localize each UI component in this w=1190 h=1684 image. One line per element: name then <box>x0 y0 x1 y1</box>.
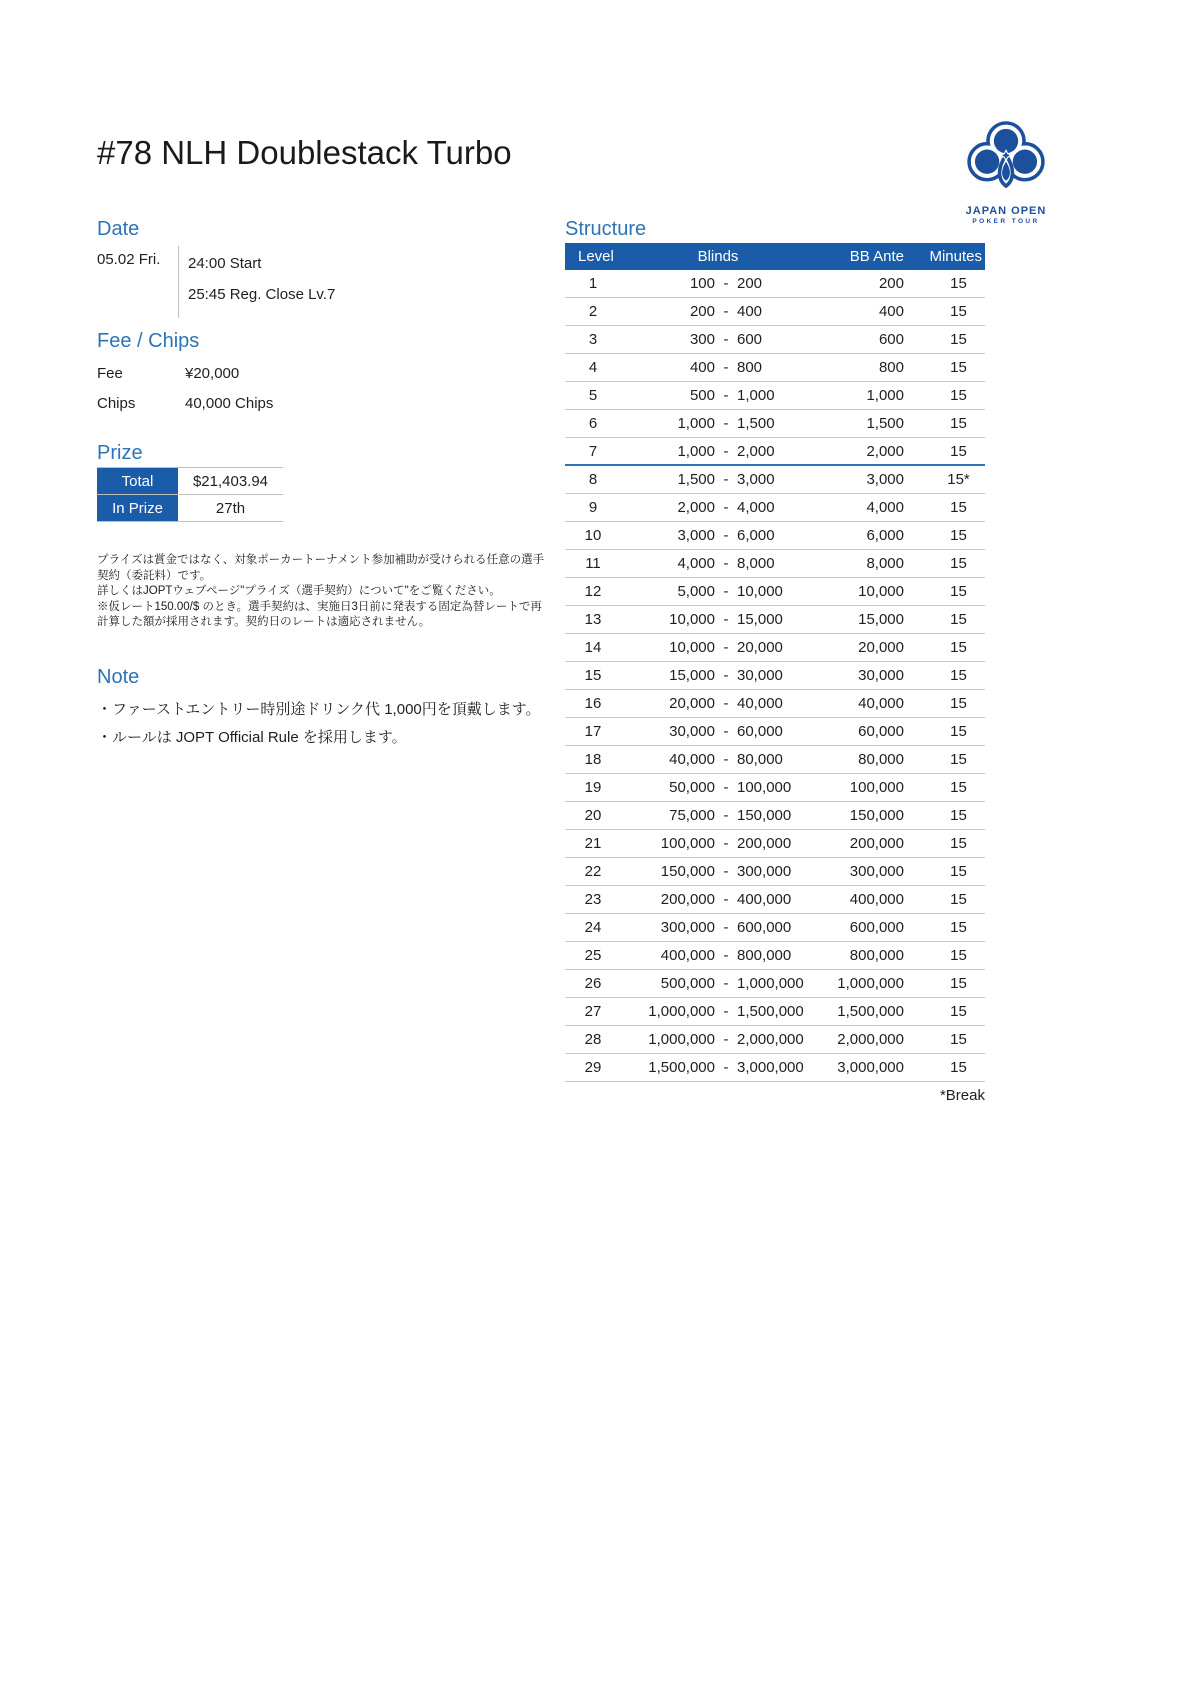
start-time: 24:00 Start <box>188 255 262 272</box>
structure-row <box>565 578 985 606</box>
minutes-cell: 15 <box>950 555 967 572</box>
structure-row <box>565 606 985 634</box>
blinds-separator: - <box>723 359 729 376</box>
minutes-cell: 15 <box>950 863 967 880</box>
chips-label: Chips <box>97 394 136 412</box>
small-blind: 1,000 <box>677 442 715 460</box>
big-blind: 8,000 <box>737 555 775 572</box>
level-cell: 7 <box>588 442 598 460</box>
big-blind: 3,000 <box>737 471 775 488</box>
structure-row <box>565 970 985 998</box>
level-cell: 28 <box>584 1031 602 1048</box>
level-cell: 14 <box>584 639 602 656</box>
small-blind: 300,000 <box>660 919 715 936</box>
small-blind: 100,000 <box>660 835 715 852</box>
prize-total-row <box>97 468 283 495</box>
bb-ante-cell: 1,000 <box>866 387 904 404</box>
blinds-cell <box>621 779 815 796</box>
level-cell: 15 <box>584 667 602 684</box>
minutes-cell: 15 <box>950 275 967 292</box>
level-cell: 16 <box>584 695 602 712</box>
fee-chips-heading: Fee / Chips <box>97 330 200 352</box>
blinds-cell <box>621 1003 815 1020</box>
structure-row <box>565 494 985 522</box>
level-cell: 18 <box>584 751 602 768</box>
structure-row <box>565 410 985 438</box>
big-blind: 15,000 <box>737 611 783 628</box>
minutes-cell: 15 <box>950 835 967 852</box>
structure-row <box>565 634 985 662</box>
level-cell: 29 <box>584 1059 602 1076</box>
big-blind: 10,000 <box>737 583 783 600</box>
blinds-separator: - <box>723 1031 729 1048</box>
structure-row <box>565 382 985 410</box>
blinds-cell <box>621 471 815 488</box>
small-blind: 1,500,000 <box>648 1059 715 1076</box>
blinds-separator: - <box>723 331 729 348</box>
minutes-cell: 15 <box>950 975 967 992</box>
blinds-cell <box>621 527 815 544</box>
structure-row <box>565 662 985 690</box>
logo-text-poker-tour: POKER TOUR <box>972 218 1040 225</box>
col-header-level: Level <box>578 248 614 265</box>
blinds-cell <box>621 919 815 936</box>
structure-row <box>565 774 985 802</box>
structure-rows <box>565 270 985 1082</box>
bb-ante-cell: 4,000 <box>866 499 904 516</box>
bb-ante-cell: 2,000 <box>866 442 904 460</box>
structure-row <box>565 326 985 354</box>
date-value: 05.02 Fri. <box>97 251 161 268</box>
blinds-separator: - <box>723 275 729 292</box>
blinds-separator: - <box>723 387 729 404</box>
structure-row <box>565 1026 985 1054</box>
blinds-separator: - <box>723 639 729 656</box>
big-blind: 1,500 <box>737 415 775 432</box>
blinds-cell <box>621 303 815 320</box>
structure-row <box>565 1054 985 1082</box>
blinds-separator: - <box>723 807 729 824</box>
minutes-cell: 15 <box>950 723 967 740</box>
big-blind: 2,000,000 <box>737 1031 804 1048</box>
small-blind: 2,000 <box>677 499 715 516</box>
bb-ante-cell: 15,000 <box>858 611 904 628</box>
small-blind: 30,000 <box>669 723 715 740</box>
structure-row <box>565 942 985 970</box>
prize-disclaimer-line-2: 詳しくはJOPTウェブページ"プライズ（選手契約）について"をご覧ください。 <box>97 585 501 597</box>
level-cell: 1 <box>588 275 598 292</box>
blinds-cell <box>621 443 815 460</box>
blinds-separator: - <box>723 442 729 460</box>
level-cell: 27 <box>584 1003 602 1020</box>
structure-row <box>565 914 985 942</box>
structure-row <box>565 690 985 718</box>
structure-heading: Structure <box>565 218 647 240</box>
blinds-cell <box>621 499 815 516</box>
minutes-cell: 15 <box>950 527 967 544</box>
blinds-cell <box>621 975 815 992</box>
minutes-cell: 15* <box>947 471 970 488</box>
big-blind: 100,000 <box>737 779 792 796</box>
blinds-separator: - <box>723 751 729 768</box>
club-clover-icon <box>948 114 1064 204</box>
small-blind: 400 <box>689 359 715 376</box>
blinds-separator: - <box>723 863 729 880</box>
structure-table <box>565 243 985 1082</box>
small-blind: 20,000 <box>669 695 715 712</box>
level-cell: 25 <box>584 947 602 964</box>
minutes-cell: 15 <box>950 611 967 628</box>
note-item-rule: ・ルールは JOPT Official Rule を採用します。 <box>97 729 407 746</box>
structure-row <box>565 886 985 914</box>
minutes-cell: 15 <box>950 695 967 712</box>
small-blind: 1,500 <box>677 471 715 488</box>
blinds-cell <box>621 695 815 712</box>
bb-ante-cell: 3,000,000 <box>837 1059 904 1076</box>
big-blind: 2,000 <box>737 442 775 460</box>
level-cell: 26 <box>584 975 602 992</box>
blinds-separator: - <box>723 527 729 544</box>
small-blind: 100 <box>689 275 715 292</box>
blinds-separator: - <box>723 695 729 712</box>
prize-disclaimer-line-1: プライズは賞金ではなく、対象ポーカートーナメント参加補助が受けられる任意の選手契約（委託料）です。 <box>97 554 545 582</box>
level-cell: 23 <box>584 891 602 908</box>
level-cell: 11 <box>585 555 601 572</box>
blinds-separator: - <box>723 499 729 516</box>
small-blind: 15,000 <box>669 667 715 684</box>
big-blind: 1,000,000 <box>737 975 804 992</box>
blinds-separator: - <box>723 723 729 740</box>
level-cell: 10 <box>584 527 602 544</box>
prize-table <box>97 467 283 522</box>
big-blind: 150,000 <box>737 807 792 824</box>
fee-label: Fee <box>97 364 123 382</box>
minutes-cell: 15 <box>950 807 967 824</box>
level-cell: 20 <box>584 807 602 824</box>
blinds-cell <box>621 1059 815 1076</box>
minutes-cell: 15 <box>950 331 967 348</box>
small-blind: 40,000 <box>669 751 715 768</box>
date-heading: Date <box>97 218 140 240</box>
minutes-cell: 15 <box>950 1003 967 1020</box>
break-footnote: *Break <box>939 1087 985 1104</box>
small-blind: 1,000 <box>677 415 715 432</box>
blinds-separator: - <box>723 975 729 992</box>
note-list <box>97 696 567 752</box>
small-blind: 5,000 <box>677 583 715 600</box>
blinds-separator: - <box>723 415 729 432</box>
blinds-separator: - <box>723 667 729 684</box>
bb-ante-cell: 200,000 <box>849 835 904 852</box>
blinds-separator: - <box>723 555 729 572</box>
blinds-cell <box>621 639 815 656</box>
small-blind: 1,000,000 <box>648 1031 715 1048</box>
level-cell: 4 <box>588 359 598 376</box>
bb-ante-cell: 800,000 <box>849 947 904 964</box>
prize-disclaimer <box>97 553 553 631</box>
blinds-cell <box>621 723 815 740</box>
small-blind: 400,000 <box>660 947 715 964</box>
fee-row <box>97 358 273 388</box>
blinds-cell <box>621 835 815 852</box>
blinds-separator: - <box>723 583 729 600</box>
blinds-cell <box>621 583 815 600</box>
structure-row <box>565 438 985 466</box>
blinds-separator: - <box>723 611 729 628</box>
big-blind: 300,000 <box>737 863 792 880</box>
bb-ante-cell: 6,000 <box>866 527 904 544</box>
jopt-logo <box>948 114 1064 225</box>
blinds-cell <box>621 387 815 404</box>
blinds-cell <box>621 947 815 964</box>
minutes-cell: 15 <box>950 779 967 796</box>
page-title: #78 NLH Doublestack Turbo <box>97 134 512 171</box>
big-blind: 400,000 <box>737 891 792 908</box>
big-blind: 1,000 <box>737 387 775 404</box>
bb-ante-cell: 1,000,000 <box>837 975 904 992</box>
structure-row <box>565 354 985 382</box>
level-cell: 17 <box>584 723 602 740</box>
structure-row <box>565 718 985 746</box>
bb-ante-cell: 400 <box>878 303 904 320</box>
blinds-cell <box>621 555 815 572</box>
bb-ante-cell: 3,000 <box>866 471 904 488</box>
blinds-cell <box>621 667 815 684</box>
blinds-separator: - <box>723 471 729 488</box>
blinds-separator: - <box>723 1059 729 1076</box>
bb-ante-cell: 1,500 <box>866 415 904 432</box>
minutes-cell: 15 <box>950 639 967 656</box>
level-cell: 12 <box>584 583 602 600</box>
chips-value: 40,000 Chips <box>185 394 274 412</box>
big-blind: 400 <box>737 303 763 320</box>
big-blind: 80,000 <box>737 751 783 768</box>
blinds-cell <box>621 275 815 292</box>
level-cell: 21 <box>584 835 602 852</box>
blinds-cell <box>621 891 815 908</box>
level-cell: 24 <box>584 919 602 936</box>
structure-row <box>565 270 985 298</box>
fee-value: ¥20,000 <box>185 364 240 382</box>
small-blind: 3,000 <box>677 527 715 544</box>
small-blind: 200 <box>689 303 715 320</box>
big-blind: 800 <box>737 359 763 376</box>
bb-ante-cell: 8,000 <box>866 555 904 572</box>
col-header-bb-ante: BB Ante <box>849 248 904 265</box>
minutes-cell: 15 <box>950 442 967 460</box>
prize-inprize-row <box>97 495 283 522</box>
minutes-cell: 15 <box>950 415 967 432</box>
bb-ante-cell: 100,000 <box>849 779 904 796</box>
bb-ante-cell: 40,000 <box>858 695 904 712</box>
structure-header-row <box>565 243 985 270</box>
big-blind: 3,000,000 <box>737 1059 804 1076</box>
structure-row <box>565 522 985 550</box>
blinds-cell <box>621 863 815 880</box>
bb-ante-cell: 10,000 <box>858 583 904 600</box>
minutes-cell: 15 <box>950 1031 967 1048</box>
level-cell: 22 <box>584 863 602 880</box>
blinds-separator: - <box>723 303 729 320</box>
date-times <box>178 246 335 318</box>
small-blind: 1,000,000 <box>648 1003 715 1020</box>
blinds-cell <box>621 359 815 376</box>
small-blind: 500 <box>689 387 715 404</box>
big-blind: 200,000 <box>737 835 792 852</box>
big-blind: 40,000 <box>737 695 783 712</box>
blinds-cell <box>621 807 815 824</box>
minutes-cell: 15 <box>950 387 967 404</box>
small-blind: 10,000 <box>669 639 715 656</box>
big-blind: 30,000 <box>737 667 783 684</box>
big-blind: 4,000 <box>737 499 775 516</box>
blinds-cell <box>621 751 815 768</box>
small-blind: 300 <box>689 331 715 348</box>
big-blind: 6,000 <box>737 527 775 544</box>
level-cell: 9 <box>588 499 598 516</box>
small-blind: 500,000 <box>660 975 715 992</box>
bb-ante-cell: 200 <box>878 275 904 292</box>
minutes-cell: 15 <box>950 303 967 320</box>
small-blind: 4,000 <box>677 555 715 572</box>
big-blind: 60,000 <box>737 723 783 740</box>
small-blind: 50,000 <box>669 779 715 796</box>
bb-ante-cell: 800 <box>878 359 904 376</box>
level-cell: 19 <box>584 779 602 796</box>
small-blind: 75,000 <box>669 807 715 824</box>
bb-ante-cell: 30,000 <box>858 667 904 684</box>
blinds-separator: - <box>723 891 729 908</box>
fee-chips-block <box>97 358 273 418</box>
level-cell: 5 <box>588 387 598 404</box>
blinds-separator: - <box>723 947 729 964</box>
structure-row <box>565 998 985 1026</box>
bb-ante-cell: 1,500,000 <box>837 1003 904 1020</box>
blinds-separator: - <box>723 779 729 796</box>
small-blind: 150,000 <box>660 863 715 880</box>
prize-total-value: $21,403.94 <box>192 472 269 490</box>
small-blind: 10,000 <box>669 611 715 628</box>
reg-close-time: 25:45 Reg. Close Lv.7 <box>188 286 336 303</box>
minutes-cell: 15 <box>950 583 967 600</box>
big-blind: 200 <box>737 275 763 292</box>
bb-ante-cell: 2,000,000 <box>837 1031 904 1048</box>
col-header-minutes: Minutes <box>929 248 982 265</box>
minutes-cell: 15 <box>950 919 967 936</box>
blinds-cell <box>621 611 815 628</box>
structure-row <box>565 830 985 858</box>
minutes-cell: 15 <box>950 667 967 684</box>
prize-disclaimer-line-3: ※仮レート150.00/$ のとき。選手契約は、実施日3日前に発表する固定為替レートで再計算した額が採用されます。契約日のレートは適応されません。 <box>97 600 542 628</box>
prize-heading: Prize <box>97 442 143 464</box>
col-header-blinds: Blinds <box>697 248 739 265</box>
level-cell: 13 <box>584 611 602 628</box>
big-blind: 1,500,000 <box>737 1003 804 1020</box>
blinds-separator: - <box>723 1003 729 1020</box>
level-cell: 6 <box>588 415 598 432</box>
prize-total-label: Total <box>97 468 178 494</box>
big-blind: 20,000 <box>737 639 783 656</box>
big-blind: 600 <box>737 331 763 348</box>
bb-ante-cell: 150,000 <box>849 807 904 824</box>
blinds-separator: - <box>723 835 729 852</box>
minutes-cell: 15 <box>950 359 967 376</box>
structure-row <box>565 802 985 830</box>
note-heading: Note <box>97 666 140 688</box>
minutes-cell: 15 <box>950 1059 967 1076</box>
bb-ante-cell: 400,000 <box>849 891 904 908</box>
big-blind: 800,000 <box>737 947 792 964</box>
level-cell: 2 <box>588 303 598 320</box>
minutes-cell: 15 <box>950 947 967 964</box>
bb-ante-cell: 60,000 <box>858 723 904 740</box>
minutes-cell: 15 <box>950 891 967 908</box>
minutes-cell: 15 <box>950 751 967 768</box>
bb-ante-cell: 80,000 <box>858 751 904 768</box>
date-block <box>97 246 335 318</box>
blinds-cell <box>621 331 815 348</box>
structure-row <box>565 466 985 494</box>
structure-row <box>565 298 985 326</box>
big-blind: 600,000 <box>737 919 792 936</box>
minutes-cell: 15 <box>950 499 967 516</box>
chips-row <box>97 388 273 418</box>
structure-row <box>565 858 985 886</box>
structure-row <box>565 746 985 774</box>
note-item-drink: ・ファーストエントリー時別途ドリンク代 1,000円を頂戴します。 <box>97 701 541 718</box>
small-blind: 200,000 <box>660 891 715 908</box>
blinds-separator: - <box>723 919 729 936</box>
blinds-cell <box>621 415 815 432</box>
level-cell: 3 <box>588 331 598 348</box>
blinds-cell <box>621 1031 815 1048</box>
bb-ante-cell: 20,000 <box>858 639 904 656</box>
logo-text-japan-open: JAPAN OPEN <box>965 205 1047 217</box>
bb-ante-cell: 300,000 <box>849 863 904 880</box>
prize-inprize-label: In Prize <box>97 495 178 521</box>
bb-ante-cell: 600 <box>878 331 904 348</box>
bb-ante-cell: 600,000 <box>849 919 904 936</box>
structure-row <box>565 550 985 578</box>
level-cell: 8 <box>588 471 598 488</box>
prize-inprize-value: 27th <box>215 499 246 517</box>
